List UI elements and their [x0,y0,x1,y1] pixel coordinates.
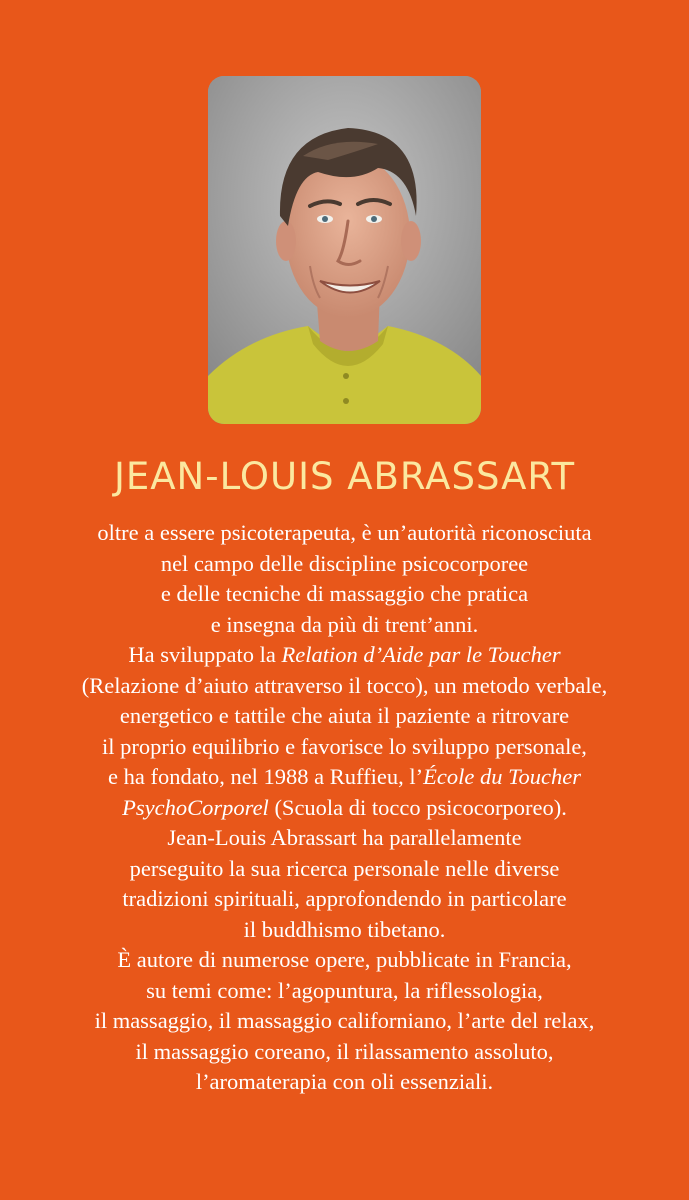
bio-line: l’aromaterapia con oli essenziali. [195,1069,494,1094]
bio-line [0,793,689,824]
bio-text: e ha fondato, nel 1988 a Ruffieu, l’ [107,764,424,789]
bio-line: tradizioni spirituali, approfondendo in particolare [122,886,567,911]
bio-line [0,762,689,793]
bio-line: perseguito la sua ricerca personale nelle diverse [129,855,560,881]
author-name: JEAN-LOUIS ABRASSART [113,455,576,498]
bio-line: su temi come: l’agopuntura, la riflessologia, [146,977,543,1003]
bio-line: È autore di numerose opere, pubblicate in Francia, [117,947,572,972]
bio-line: il massaggio coreano, il rilassamento assoluto, [135,1038,554,1064]
bio-text: (Scuola di tocco psicocorporeo). [268,794,567,820]
author-portrait-icon [208,76,481,424]
bio-line: (Relazione d’aiuto attraverso il tocco), un metodo verbale, [81,672,608,698]
author-photo [208,76,481,424]
bio-line: Jean-Louis Abrassart ha parallelamente [167,825,522,850]
author-biography [0,518,689,1098]
bio-line: e delle tecniche di massaggio che pratica [160,581,529,606]
bio-line: il buddhismo tibetano. [243,916,446,942]
method-title: Relation d’Aide par le Toucher [281,642,561,667]
school-title: École du Toucher [423,764,582,789]
bio-line: e insegna da più di trent’anni. [210,611,479,637]
school-title: PsychoCorporel [122,794,269,820]
bio-text: Ha sviluppato la [128,642,282,667]
bio-line [0,640,689,671]
bio-line: il proprio equilibrio e favorisce lo sviluppo personale, [102,733,587,759]
bio-line: il massaggio, il massaggio californiano, l’arte del relax, [94,1008,595,1033]
bio-line: nel campo delle discipline psicocorporee [160,550,529,576]
bio-line: energetico e tattile che aiuta il paziente a ritrovare [119,703,570,728]
bio-line: oltre a essere psicoterapeuta, è un’autorità riconosciuta [97,520,592,545]
